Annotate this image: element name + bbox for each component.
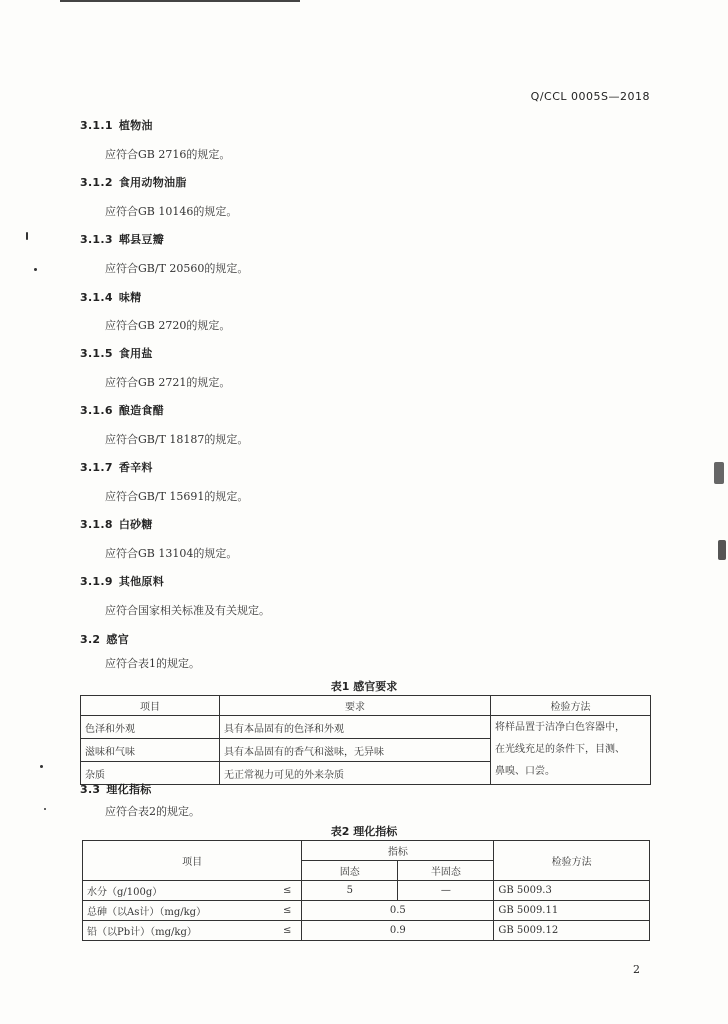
method-cell: [491, 716, 651, 785]
column-header: 检验方法: [494, 841, 650, 881]
column-header: 项目: [81, 696, 220, 716]
sensory-table: [80, 695, 651, 785]
clause-text: 应符合表2的规定。: [105, 805, 200, 818]
clause-text: 应符合GB/T 20560的规定。: [105, 262, 249, 275]
clause-title: 理化指标: [106, 783, 152, 796]
table-cell: 无正常视力可见的外来杂质: [220, 762, 491, 785]
table-cell: 5: [302, 881, 398, 901]
table1-caption: 表1 感官要求: [330, 680, 398, 693]
table-cell: 水分（g/100g）: [83, 881, 274, 901]
table-cell: 具有本品固有的色泽和外观: [220, 716, 491, 739]
table-cell: GB 5009.11: [494, 901, 650, 921]
column-header: 要求: [220, 696, 491, 716]
table-cell: ≤: [273, 921, 302, 941]
table-cell: 滋味和气味: [81, 739, 220, 762]
table-cell: —: [398, 881, 494, 901]
clause-number: 3.1.3: [80, 233, 113, 246]
table-row: [81, 716, 651, 739]
method-line: 将样品置于洁净白色容器中，: [495, 722, 625, 733]
scan-speck: [34, 268, 37, 271]
clause-title: 食用盐: [118, 347, 153, 360]
clause-text: 应符合GB/T 15691的规定。: [105, 490, 249, 503]
clause-title: 其他原料: [118, 575, 165, 588]
column-header: 半固态: [398, 861, 494, 881]
clause-title: 植物油: [118, 119, 153, 132]
clause-number: 3.2: [80, 633, 101, 646]
column-header: 指标: [302, 841, 494, 861]
physicochemical-table: [82, 840, 650, 941]
method-line: 鼻嗅、口尝。: [495, 766, 555, 777]
clause-number: 3.1.7: [80, 461, 113, 474]
clause-text: 应符合GB 2721的规定。: [105, 376, 231, 389]
clause-heading: [80, 402, 164, 418]
clause-text: 应符合GB 13104的规定。: [105, 547, 238, 560]
clause-heading: [80, 345, 153, 361]
page-number: 2: [633, 963, 640, 976]
column-header: 固态: [302, 861, 398, 881]
table-cell: 铅（以Pb计）（mg/kg）: [83, 921, 274, 941]
clause-heading: [80, 289, 141, 305]
table-cell: GB 5009.12: [494, 921, 650, 941]
clause-title: 感官: [106, 633, 129, 646]
clause-text: 应符合GB 2720的规定。: [105, 319, 231, 332]
clause-text: 应符合GB/T 18187的规定。: [105, 433, 249, 446]
clause-heading: [80, 231, 164, 247]
table-cell: 总砷（以As计）（mg/kg）: [83, 901, 274, 921]
table-cell: 具有本品固有的香气和滋味，无异味: [220, 739, 491, 762]
table-cell: GB 5009.3: [494, 881, 650, 901]
clause-heading: [80, 117, 153, 133]
table-cell: 色泽和外观: [81, 716, 220, 739]
table-cell: 0.5: [302, 901, 494, 921]
scan-speck: [718, 540, 726, 560]
clause-text: 应符合国家相关标准及有关规定。: [105, 604, 270, 617]
method-line: 在光线充足的条件下，目测、: [495, 744, 625, 755]
clause-heading: [80, 459, 153, 475]
clause-heading: [80, 573, 164, 589]
clause-number: 3.1.5: [80, 347, 113, 360]
document-id: Q/CCL 0005S—2018: [530, 90, 650, 103]
scan-speck: [26, 232, 28, 240]
clause-heading: [80, 631, 129, 647]
clause-number: 3.1.6: [80, 404, 113, 417]
table-row: [83, 881, 650, 901]
scan-speck: [714, 462, 724, 484]
table2-caption: 表2 理化指标: [330, 825, 398, 838]
clause-heading: [80, 516, 153, 532]
clause-title: 白砂糖: [118, 518, 153, 531]
clause-number: 3.1.1: [80, 119, 113, 132]
clause-title: 味精: [118, 291, 142, 304]
clause-text: 应符合GB 2716的规定。: [105, 148, 231, 161]
table-row: [83, 921, 650, 941]
clause-heading: [80, 174, 187, 190]
clause-number: 3.1.2: [80, 176, 113, 189]
clause-title: 酿造食醋: [118, 404, 165, 417]
clause-title: 郫县豆瓣: [118, 233, 165, 246]
clause-heading: [80, 781, 152, 797]
table-cell: 0.9: [302, 921, 494, 941]
table-row: [83, 901, 650, 921]
column-header: 检验方法: [491, 696, 651, 716]
top-rule: [60, 0, 300, 2]
clause-title: 香辛料: [118, 461, 153, 474]
clause-number: 3.1.8: [80, 518, 113, 531]
clause-number: 3.1.9: [80, 575, 113, 588]
scan-speck: [40, 765, 43, 768]
clause-title: 食用动物油脂: [118, 176, 187, 189]
clause-text: 应符合表1的规定。: [105, 657, 200, 670]
clause-text: 应符合GB 10146的规定。: [105, 205, 238, 218]
table-cell: ≤: [273, 881, 302, 901]
table-header-row: [83, 841, 650, 861]
clause-number: 3.3: [80, 783, 101, 796]
clause-number: 3.1.4: [80, 291, 113, 304]
table-cell: ≤: [273, 901, 302, 921]
scan-speck: [44, 808, 46, 810]
table-cell: 杂质: [81, 762, 220, 785]
column-header: 项目: [83, 841, 302, 881]
table-header-row: [81, 696, 651, 716]
